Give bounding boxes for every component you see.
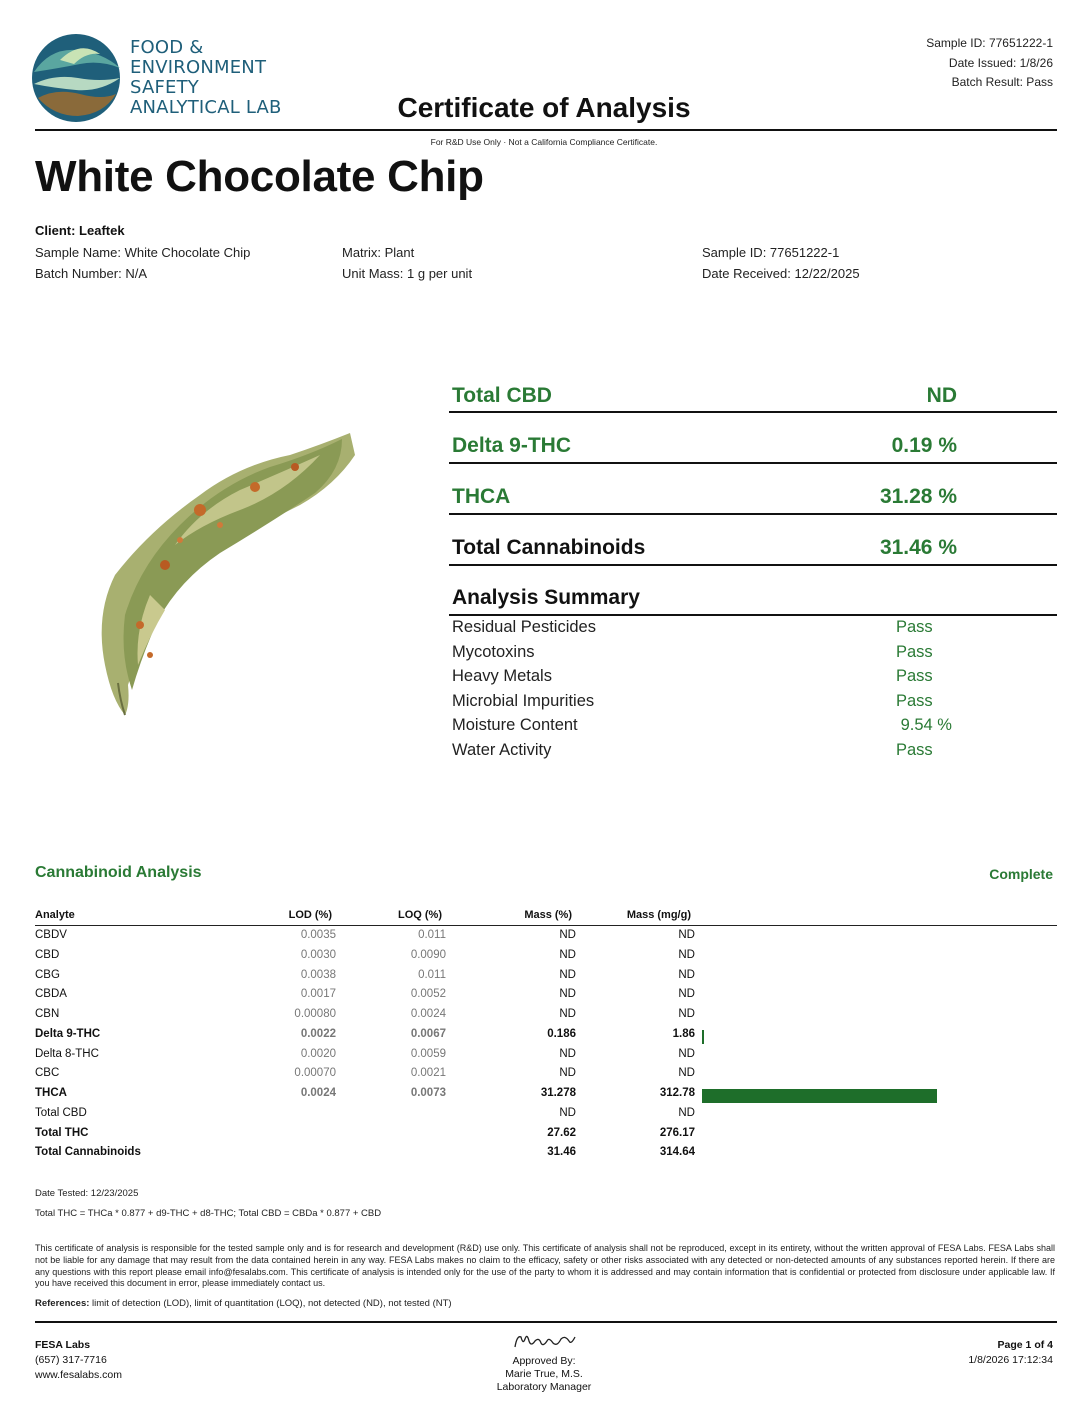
summary-value: 31.28 %	[879, 485, 957, 508]
lod-cell: 0.0017	[300, 988, 336, 1001]
summary-value: 0.19 %	[891, 434, 957, 457]
table-row	[35, 969, 1057, 989]
col-header-mg: Mass (mg/g)	[626, 909, 691, 921]
approver-title: Laboratory Manager	[496, 1381, 592, 1393]
analyte-cell: CBDV	[35, 929, 67, 941]
analysis-value: Pass	[896, 618, 933, 636]
total-formula: Total THC = THCa * 0.877 + d9-THC + d8-THC; Total CBD = CBDa * 0.877 + CBD	[35, 1208, 382, 1219]
footer-approval	[444, 1331, 644, 1394]
col-header-mass: Mass (%)	[524, 909, 572, 921]
analyte-cell: Total Cannabinoids	[35, 1146, 141, 1159]
lod-cell: 0.0024	[300, 1087, 336, 1099]
product-name: White Chocolate Chip	[35, 152, 484, 201]
mass-percent-cell: ND	[559, 988, 576, 1001]
lod-cell: 0.0038	[300, 968, 336, 981]
header-sample-id: Sample ID: 77651222-1	[926, 36, 1053, 50]
summary-divider	[449, 411, 1057, 413]
analysis-value: Pass	[896, 643, 933, 661]
mass-mg-cell: 314.64	[659, 1146, 695, 1159]
mass-percent-cell: ND	[559, 1067, 576, 1080]
loq-cell: 0.0059	[410, 1047, 446, 1060]
mass-bar	[702, 1089, 937, 1103]
mass-mg-cell: ND	[678, 1047, 695, 1060]
analyte-cell: CBD	[35, 948, 60, 961]
disclaimer: This certificate of analysis is responsible for the tested sample only and is for research and development (R&D) use only. This certificate of analysis shall not be reproduced, except in its entirety, without the written approval of FESA Labs. FESA Labs shall not be liable for any damage that may result from the data contained herein in any way. FESA Labs makes no claim to the efficacy, safety or other risks associated with any detected or non-detected amounts of any substances reported herein. If there are any questions with this report please email info@fesalabs.com. This certificate of analysis is intended only for the use of the party to whom it is addressed and may contain information that is confidential or protected from disclosure under applicable law. If you have received this document in error, please immediately contact us.	[35, 1243, 1055, 1289]
loq-cell: 0.0073	[410, 1087, 446, 1099]
analyte-cell: CBDA	[35, 988, 67, 1001]
analysis-summary-title: Analysis Summary	[452, 586, 640, 609]
table-row	[35, 1008, 1057, 1028]
summary-value: 31.46 %	[879, 536, 957, 559]
header-batch-result: Batch Result: Pass	[951, 75, 1053, 89]
cannabinoid-analysis-title: Cannabinoid Analysis	[35, 864, 202, 881]
summary-divider	[449, 513, 1057, 515]
summary-label: Delta 9-THC	[452, 434, 572, 457]
mass-percent-cell: 27.62	[547, 1126, 576, 1139]
table-header-divider	[35, 925, 1057, 926]
col-header-analyte: Analyte	[35, 909, 75, 921]
mass-mg-cell: ND	[678, 1008, 695, 1020]
header-divider	[35, 129, 1057, 131]
analysis-value: 9.54 %	[896, 716, 952, 734]
loq-cell: 0.0021	[410, 1067, 446, 1080]
info-sample-id: Sample ID: 77651222-1	[702, 245, 840, 260]
logo-text-line-1: FOOD &	[130, 37, 204, 58]
logo-text-line-2: ENVIRONMENT	[130, 57, 267, 78]
header-date-issued: Date Issued: 1/8/26	[948, 55, 1053, 70]
analysis-label: Mycotoxins	[452, 643, 535, 661]
loq-cell: 0.0067	[410, 1027, 446, 1040]
summary-divider	[449, 564, 1057, 566]
analysis-value: Pass	[896, 667, 933, 685]
analysis-row	[452, 716, 1052, 738]
report-timestamp: 1/8/2026 17:12:34	[968, 1354, 1053, 1366]
summary-label: Total CBD	[452, 384, 552, 407]
analysis-row	[452, 692, 1052, 714]
table-row	[35, 1048, 1057, 1068]
footer-divider	[35, 1321, 1057, 1323]
mass-mg-cell: ND	[678, 968, 695, 981]
table-row	[35, 949, 1057, 969]
summary-row-delta9-thc	[449, 434, 1057, 460]
mass-mg-cell: 312.78	[659, 1087, 695, 1099]
certificate-title: Certificate of Analysis	[397, 92, 691, 123]
lod-cell: 0.0035	[300, 929, 336, 941]
lod-cell: 0.0020	[300, 1047, 336, 1060]
mass-percent-cell: ND	[559, 1106, 576, 1119]
analysis-value: Pass	[896, 692, 933, 710]
mass-percent-cell: ND	[559, 968, 576, 981]
mass-mg-cell: 1.86	[672, 1027, 695, 1040]
mass-percent-cell: 0.186	[547, 1027, 576, 1040]
mass-mg-cell: ND	[678, 929, 695, 941]
analysis-label: Microbial Impurities	[452, 692, 595, 710]
analysis-label: Residual Pesticides	[452, 618, 596, 636]
mass-mg-cell: ND	[678, 1106, 695, 1119]
analyte-cell: CBN	[35, 1008, 60, 1020]
batch-number: Batch Number: N/A	[35, 266, 147, 281]
summary-row-total-cannabinoids	[449, 536, 1057, 562]
footer-website[interactable]: www.fesalabs.com	[35, 1369, 122, 1381]
analysis-label: Heavy Metals	[452, 667, 552, 685]
loq-cell: 0.0052	[410, 988, 446, 1001]
unit-mass: Unit Mass: 1 g per unit	[342, 266, 473, 281]
mass-mg-cell: ND	[678, 988, 695, 1001]
date-received: Date Received: 12/22/2025	[702, 266, 860, 281]
lod-cell: 0.0030	[300, 948, 336, 961]
references-text: limit of detection (LOD), limit of quantitation (LOQ), not detected (ND), not tested (NT)	[89, 1298, 452, 1309]
sample-name: Sample Name: White Chocolate Chip	[35, 245, 251, 260]
analyte-cell: CBG	[35, 968, 60, 981]
mass-mg-cell: ND	[678, 948, 695, 961]
mass-mg-cell: ND	[678, 1067, 695, 1080]
cannabis-bud-illustration	[102, 433, 355, 715]
header-meta	[926, 34, 1053, 93]
col-header-loq: LOQ (%)	[398, 909, 442, 921]
page-number: Page 1 of 4	[997, 1339, 1053, 1351]
summary-divider	[449, 462, 1057, 464]
table-row	[35, 1146, 1057, 1166]
product-image	[80, 415, 370, 725]
summary-label: THCA	[452, 485, 511, 508]
analyte-cell: Delta 8-THC	[35, 1047, 99, 1060]
table-row	[35, 1087, 1057, 1107]
lod-cell: 0.00070	[294, 1067, 336, 1080]
logo-text-line-4: ANALYTICAL LAB	[130, 97, 282, 118]
analysis-row	[452, 618, 1052, 640]
mass-mg-cell: 276.17	[659, 1126, 695, 1139]
summary-row-total-cbd	[449, 384, 1057, 410]
table-row	[35, 1107, 1057, 1127]
analyte-cell: THCA	[35, 1087, 67, 1099]
analysis-label: Moisture Content	[452, 716, 578, 734]
analysis-label: Water Activity	[452, 741, 552, 759]
loq-cell: 0.0090	[410, 948, 446, 961]
loq-cell: 0.011	[418, 929, 446, 941]
table-row	[35, 1028, 1057, 1048]
footer-page-info	[968, 1338, 1053, 1368]
mass-percent-cell: ND	[559, 1008, 576, 1020]
col-header-lod: LOD (%)	[288, 909, 332, 921]
analyte-cell: Total CBD	[35, 1106, 87, 1119]
summary-value: ND	[926, 384, 957, 407]
summary-label: Total Cannabinoids	[452, 536, 646, 559]
table-row	[35, 1067, 1057, 1087]
analysis-value: Pass	[896, 741, 933, 759]
footer-contact	[35, 1338, 122, 1383]
summary-row-thca	[449, 485, 1057, 511]
analyte-cell: Delta 9-THC	[35, 1027, 101, 1040]
analyte-cell: Total THC	[35, 1126, 89, 1139]
footer-phone: (657) 317-7716	[35, 1354, 107, 1366]
table-row	[35, 1127, 1057, 1147]
loq-cell: 0.011	[418, 968, 446, 981]
mass-percent-cell: ND	[559, 948, 576, 961]
analysis-row	[452, 643, 1052, 665]
table-row	[35, 929, 1057, 949]
lod-cell: 0.0022	[300, 1027, 336, 1040]
mass-percent-cell: 31.278	[540, 1087, 576, 1099]
table-row	[35, 988, 1057, 1008]
logo-text-line-3: SAFETY	[130, 77, 199, 98]
mass-bar	[702, 1030, 704, 1044]
footer-company: FESA Labs	[35, 1339, 91, 1351]
analysis-summary-divider	[449, 614, 1057, 616]
rd-use-note: For R&D Use Only · Not a California Compliance Certificate.	[430, 137, 658, 147]
mass-percent-cell: ND	[559, 929, 576, 941]
analysis-row	[452, 741, 1052, 763]
references-label: References:	[35, 1298, 90, 1309]
approved-by-label: Approved By:	[512, 1355, 576, 1367]
lod-cell: 0.00080	[294, 1008, 336, 1020]
analysis-row	[452, 667, 1052, 689]
date-tested: Date Tested: 12/23/2025	[35, 1188, 139, 1199]
references	[35, 1298, 452, 1309]
analyte-cell: CBC	[35, 1067, 60, 1080]
signature-mark	[509, 1331, 579, 1351]
mass-percent-cell: 31.46	[547, 1146, 576, 1159]
matrix: Matrix: Plant	[342, 245, 415, 260]
mass-percent-cell: ND	[559, 1047, 576, 1060]
approver-name: Marie True, M.S.	[505, 1368, 583, 1380]
cannabinoid-status: Complete	[989, 866, 1053, 882]
client-name: Client: Leaftek	[35, 223, 125, 238]
loq-cell: 0.0024	[410, 1008, 446, 1020]
